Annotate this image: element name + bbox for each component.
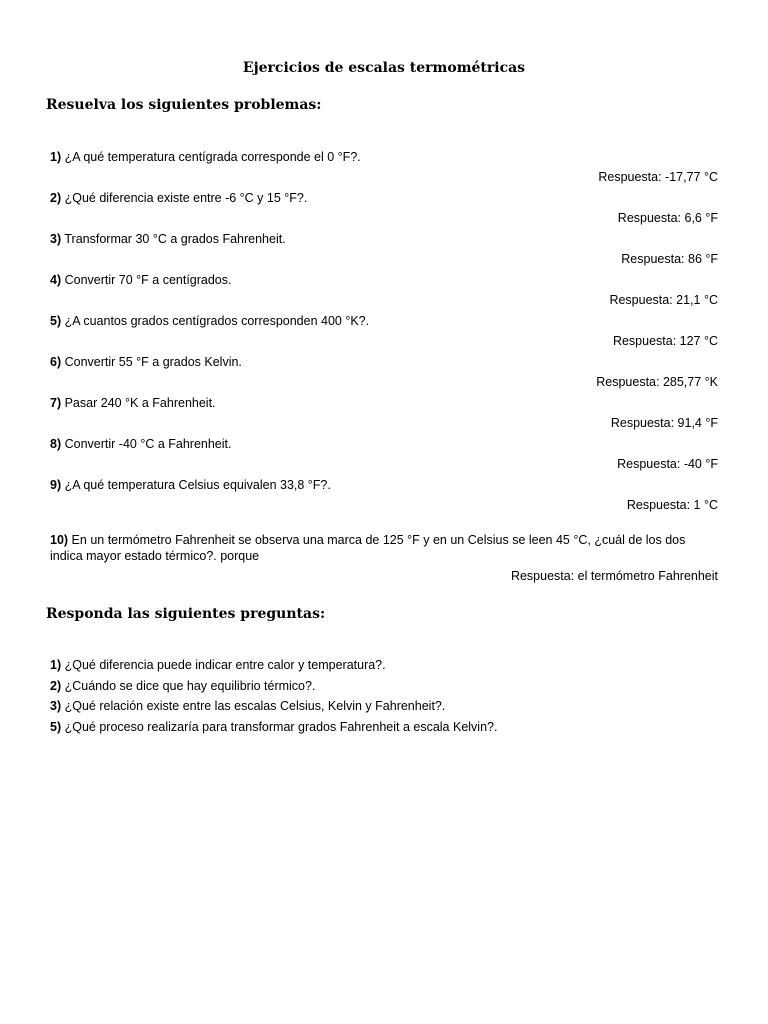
problem-number: 4)	[50, 273, 62, 287]
problem-question	[50, 232, 718, 247]
questions-heading: Responda las siguientes preguntas:	[46, 606, 326, 622]
problem-number: 3)	[50, 232, 62, 246]
problem-item	[50, 478, 718, 513]
problem-answer: Respuesta: 21,1 °C	[609, 293, 718, 307]
problem-number: 2)	[50, 191, 62, 205]
question-item	[50, 720, 718, 735]
problem-answer: Respuesta: 127 °C	[612, 334, 718, 348]
problem-question	[50, 355, 718, 370]
question-text: ¿Qué diferencia puede indicar entre calor y temperatura?.	[61, 658, 386, 672]
problem-item	[50, 396, 718, 431]
problem-number: 1)	[50, 150, 62, 164]
question-text: ¿Qué relación existe entre las escalas Celsius, Kelvin y Fahrenheit?.	[61, 699, 446, 713]
problem-answer: Respuesta: 285,77 °K	[596, 375, 718, 389]
question-number: 5)	[50, 719, 62, 734]
problem-answer: Respuesta: 6,6 °F	[617, 211, 718, 225]
problem-number: 7)	[50, 396, 62, 410]
problem-question	[50, 314, 718, 329]
problem-answer: Respuesta: -40 °F	[617, 457, 718, 471]
problem-number: 8)	[50, 437, 62, 451]
question-item	[50, 699, 718, 714]
question-text: ¿Qué proceso realizaría para transformar grados Fahrenheit a escala Kelvin?.	[61, 719, 498, 734]
questions-list	[50, 658, 718, 740]
problem-text: Convertir 70 °F a centígrados.	[61, 273, 232, 287]
problem-text: Pasar 240 °K a Fahrenheit.	[61, 396, 216, 410]
problem-item	[50, 437, 718, 472]
problems-list	[50, 150, 718, 584]
problem-item	[50, 191, 718, 226]
problem-question	[50, 150, 718, 165]
problem-text: Convertir -40 °C a Fahrenheit.	[61, 437, 232, 451]
problem-number: 6)	[50, 355, 62, 369]
problem-answer: Respuesta: 91,4 °F	[610, 416, 718, 430]
problem-text: ¿A qué temperatura Celsius equivalen 33,8 °F?.	[61, 478, 331, 492]
problem-answer: Respuesta: el termómetro Fahrenheit	[510, 569, 718, 583]
problems-heading: Resuelva los siguientes problemas:	[46, 97, 322, 113]
problem-item	[50, 355, 718, 390]
problem-question	[50, 437, 718, 452]
problem-answer: Respuesta: 86 °F	[621, 252, 718, 266]
problem-text: Transformar 30 °C a grados Fahrenheit.	[61, 232, 286, 246]
problem-number: 10)	[50, 533, 69, 547]
problem-item	[50, 150, 718, 185]
problem-answer: Respuesta: -17,77 °C	[598, 170, 718, 184]
problem-item	[50, 273, 718, 308]
problem-item	[50, 314, 718, 349]
question-item	[50, 679, 718, 694]
problem-text: ¿Qué diferencia existe entre -6 °C y 15 °F?.	[61, 191, 308, 205]
problem-text: En un termómetro Fahrenheit se observa una marca de 125 °F y en un Celsius se leen 45 °C, ¿cuál de los dos indica mayor estado térmico?. porque	[50, 533, 686, 563]
problem-question	[50, 396, 718, 411]
question-number: 2)	[50, 678, 62, 693]
problem-question	[50, 191, 718, 206]
question-number: 3)	[50, 699, 62, 713]
question-text: ¿Cuándo se dice que hay equilibrio térmico?.	[61, 678, 316, 693]
problem-answer: Respuesta: 1 °C	[626, 498, 718, 512]
document-title: Ejercicios de escalas termométricas	[242, 60, 526, 76]
problem-item	[50, 533, 718, 584]
question-number: 1)	[50, 658, 62, 672]
problem-text: ¿A cuantos grados centígrados corresponden 400 °K?.	[61, 314, 370, 328]
problem-question	[50, 273, 718, 288]
problem-question	[50, 533, 718, 564]
problem-text: Convertir 55 °F a grados Kelvin.	[61, 355, 242, 369]
problem-item	[50, 232, 718, 267]
problem-number: 9)	[50, 478, 62, 492]
problem-text: ¿A qué temperatura centígrada corresponde el 0 °F?.	[61, 150, 361, 164]
question-item	[50, 658, 718, 673]
problem-question	[50, 478, 718, 493]
problem-number: 5)	[50, 314, 62, 328]
